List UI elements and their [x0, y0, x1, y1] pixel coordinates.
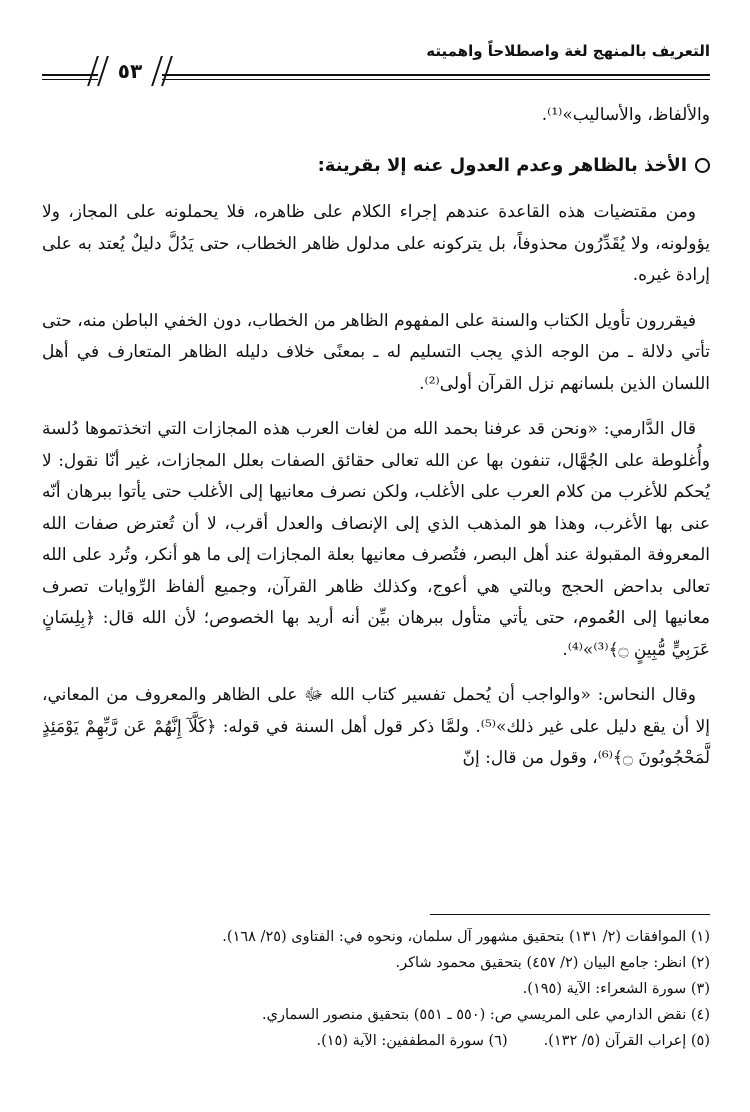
footnote-rule [430, 914, 710, 915]
footnote-6: (٦) سورة المطففين: الآية (١٥). [316, 1033, 508, 1049]
footnote-1: (١) الموافقات (٢/ ١٣١) بتحقيق مشهور آل سلمان، ونحوه في: الفتاوى (٢٥/ ١٦٨). [222, 929, 710, 945]
section-heading [42, 150, 710, 182]
main-text [42, 100, 710, 789]
paragraph-4: وقال النحاس: «والواجب أن يُحمل تفسير كتاب الله ﷻ على الظاهر والمعروف من المعاني، إلا أن يقع دليل على غير ذلك»⁽⁵⁾. ولمَّا ذكر قول أهل السنة في قوله: ﴿كَلَّآ إِنَّهُمْ عَن رَّبِّهِمْ يَوْمَئِذٍ لَّمَحْجُوبُونَ ۝﴾⁽⁶⁾، وقول من قال: إنّ [42, 685, 710, 768]
footnote-4: (٤) نقض الدارمي على المريسي ص: (٥٥٠ ـ ٥٥١) بتحقيق منصور السماري. [262, 1007, 710, 1023]
footnote-5: (٥) إعراب القرآن (٥/ ١٣٢). [543, 1033, 710, 1049]
paragraph-3: قال الدَّارمي: «ونحن قد عرفنا بحمد الله من لغات العرب هذه المجازات التي اتخذتموها دُلسة وأُغلوطة على الجُهَّال، تنفون بها عن الله تعالى حقائق الصفات بعلل المجازات، غير أنّا نقول: لا يُحكم للأغرب من كلام العرب على الأغلب، ولكن نصرف معانيها إلى الأغلب حتى يأتوا ببرهان أنّه عنى بها الأغرب، وهذا هو المذهب الذي إلى الإنصاف والعدل أقرب، لا أن تُعترض صفات الله المعروفة المقبولة عند أهل البصر، فتُصرف معانيها بعلة المجازات إلى ما هو أنكر، وتُرد على الله تعالى بداحض الحجج وبالتي هي أعوج، وكذلك ظاهر القرآن، وجميع ألفاظ الرِّوايات تصرف معانيها إلى العُموم، حتى يأتي متأول ببرهان بيِّن أنه أريد بها الخصوص؛ لأن الله قال: ﴿بِلِسَانٍ عَرَبِيٍّ مُّبِينٍ ۝﴾⁽³⁾»⁽⁴⁾. [42, 419, 710, 660]
footnote-row-5-6 [42, 1028, 710, 1054]
page-number: ٥٣ [98, 56, 162, 86]
footnote-3: (٣) سورة الشعراء: الآية (١٩٥). [522, 981, 710, 997]
paragraph-1: ومن مقتضيات هذه القاعدة عندهم إجراء الكلام على ظاهره، فلا يحملونه على المجاز، ولا يؤولونه، ولا يُقَدِّرُون محذوفاً، بل يتركونه على مدلول ظاهر الخطاب، حتى يَدُلَّ دليلٌ يُعتد به على إرادة غيره. [42, 202, 710, 285]
section-heading-text: الأخذ بالظاهر وعدم العدول عنه إلا بقرينة: [317, 154, 687, 176]
footnotes [42, 924, 710, 1054]
paragraph-continuation: والألفاظ، والأساليب»⁽¹⁾. [541, 105, 710, 125]
running-header-title: التعريف بالمنهج لغة واصطلاحاً واهميته [426, 42, 710, 60]
footnote-2: (٢) انظر: جامع البيان (٢/ ٤٥٧) بتحقيق محمود شاكر. [395, 955, 710, 971]
paragraph-2: فيقررون تأويل الكتاب والسنة على المفهوم الظاهر من الخطاب، دون الخفي الباطن منه، حتى تأتي دلالة ـ من الوجه الذي يجب التسليم له ـ بمعنًى خلاف دليله الظاهر المتعارف في أهل اللسان الذين بلسانهم نزل القرآن أولى⁽²⁾. [42, 310, 710, 394]
circle-bullet-icon [695, 158, 710, 173]
